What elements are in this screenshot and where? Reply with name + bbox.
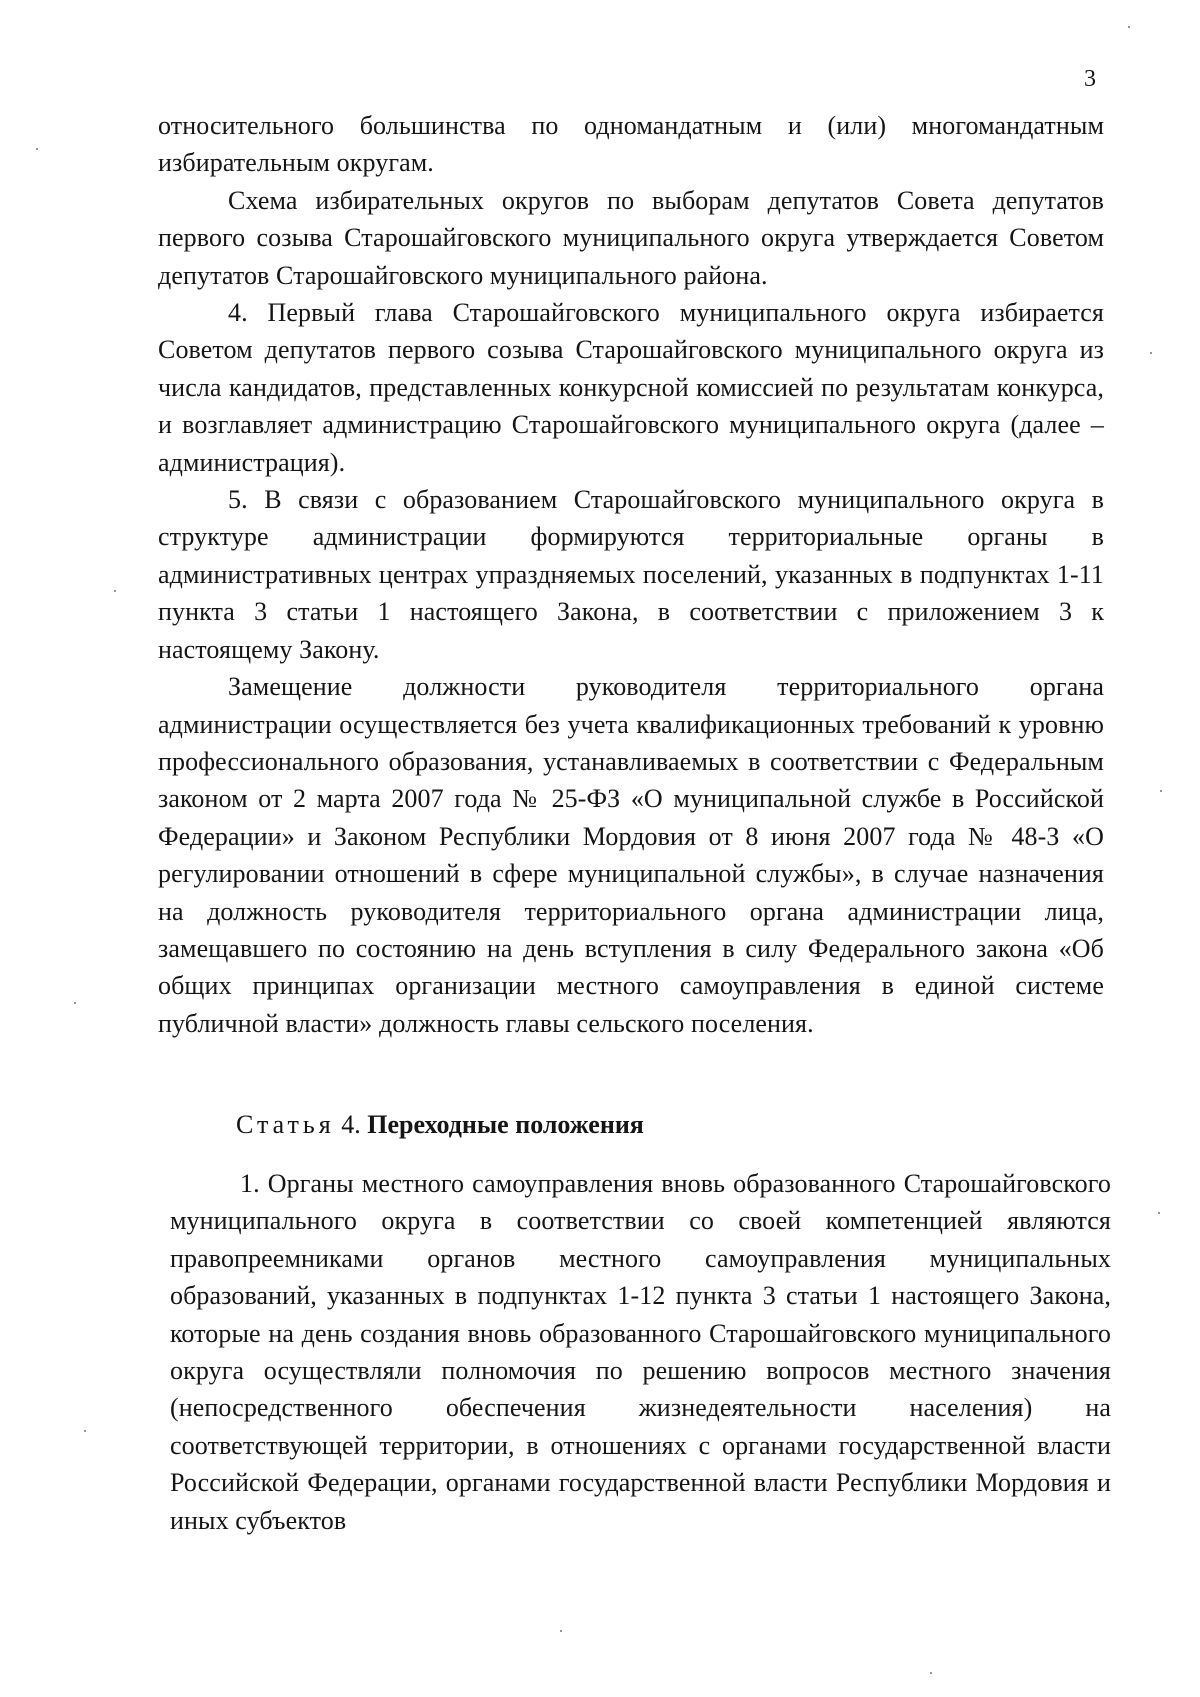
article-3-continuation [158,107,1104,1042]
scan-speck [1150,352,1152,354]
scan-speck [1158,1212,1160,1214]
scan-speck [74,1002,76,1004]
article-number: 4. [341,1110,361,1139]
article-label: Статья [236,1110,335,1139]
scan-speck [930,1672,932,1674]
paragraph-1: относительного большинства по одномандатным и (или) многомандатным избирательным округам. [158,111,1104,178]
article-title: Переходные положения [367,1110,644,1139]
scan-speck [84,1430,86,1432]
article-4-heading [236,1107,644,1143]
page-number: 3 [1084,66,1096,92]
paragraph-4: 5. В связи с образованием Старошайговского муниципального округа в структуре администрации формируются территориальные органы в административных центрах упраздняемых поселений, указанных в подпунктах 1-11 пункта 3 статьи 1 настоящего Закона, в соответствии с приложением 3 к настоящему Закону. [158,485,1104,664]
scan-speck [1128,26,1130,28]
scan-speck [36,148,38,150]
article-4-paragraph-1: 1. Органы местного самоуправления вновь образованного Старошайговского муниципального округа в соответствии со своей компетенцией являются правопреемниками органов местного самоуправления муниципальных образований, указанных в подпунктах 1-12 пункта 3 статьи 1 настоящего Закона, которые на день создания вновь образованного Старошайговского муниципального округа осуществляли полномочия по решению вопросов местного значения (непосредственного обеспечения жизнедеятельности населения) на соответствующей территории, в отношениях с органами государственной власти Российской Федерации, органами государственной власти Республики Мордовия и иных субъектов [170,1169,1111,1535]
article-4-body [170,1165,1111,1539]
paragraph-3: 4. Первый глава Старошайговского муниципального округа избирается Советом депутатов первого созыва Старошайговского муниципального округа из числа кандидатов, представленных конкурсной комиссией по результатам конкурса, и возглавляет администрацию Старошайговского муниципального округа (далее – администрация). [158,298,1104,477]
paragraph-2: Схема избирательных округов по выборам депутатов Совета депутатов первого созыва Старошайговского муниципального округа утверждается Советом депутатов Старошайговского муниципального района. [158,185,1104,290]
paragraph-5: Замещение должности руководителя территориального органа администрации осуществляется без учета квалификационных требований к уровню профессионального образования, устанавливаемых в соответствии с Федеральным законом от 2 марта 2007 года № 25-ФЗ «О муниципальной службе в Российской Федерации» и Законом Республики Мордовия от 8 июня 2007 года № 48-З «О регулировании отношений в сфере муниципальной службы», в случае назначения на должность руководителя территориального органа администрации лица, замещавшего по состоянию на день вступления в силу Федерального закона «Об общих принципах организации местного самоуправления в единой системе публичной власти» должность главы сельского поселения. [158,672,1104,1038]
scan-speck [114,590,116,592]
scan-speck [560,1630,562,1632]
scan-speck [1160,790,1162,792]
